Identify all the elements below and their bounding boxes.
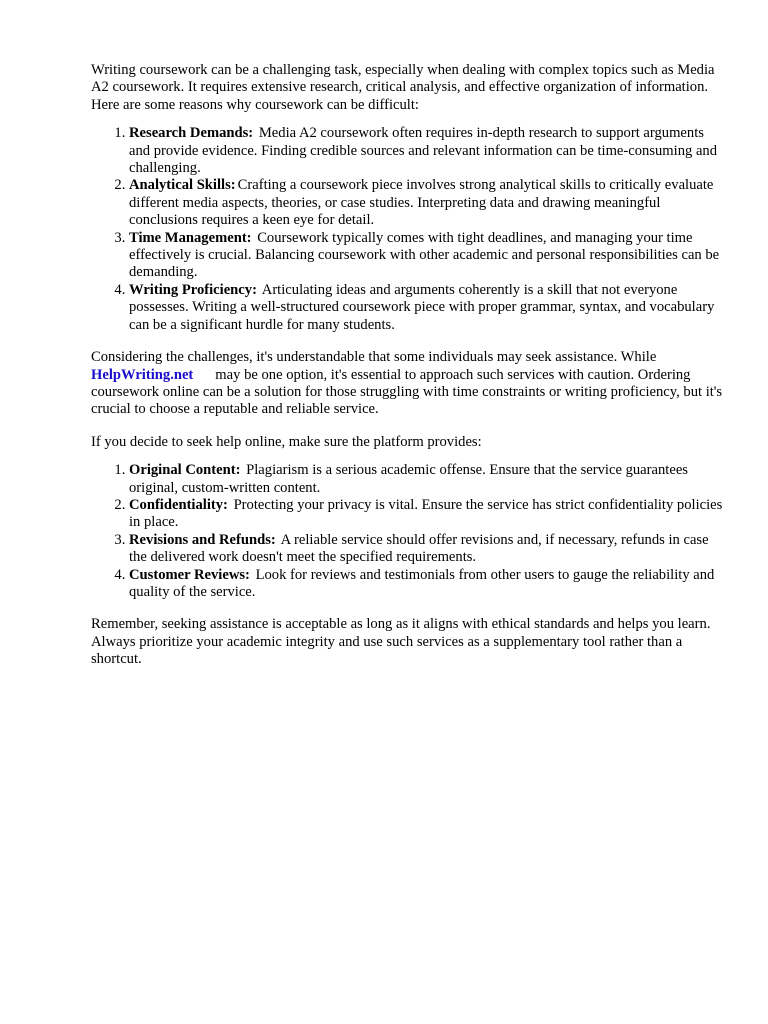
list-item-text: Protecting your privacy is vital. Ensure the service has strict confidentiality policies in place. <box>129 496 723 531</box>
list-item <box>129 532 723 567</box>
considering-text-after: may be one option, it's essential to approach such services with caution. Ordering coursework online can be a solution for those struggling with time constraints or writing proficiency, but it's crucial to choose a reputable and reliable service. <box>91 366 723 418</box>
list-item-text: Plagiarism is a serious academic offense. Ensure that the service guarantees original, custom-written content. <box>129 462 688 496</box>
helpwriting-link[interactable]: HelpWriting.net <box>91 366 194 383</box>
list-item <box>129 282 723 334</box>
list-item-term: Research Demands: <box>129 125 254 142</box>
considering-paragraph <box>91 349 723 419</box>
reasons-list <box>91 125 723 334</box>
list-item <box>129 497 723 532</box>
list-item <box>129 462 723 497</box>
list-item-text: Crafting a coursework piece involves strong analytical skills to critically evaluate different media aspects, theories, or case studies. Interpreting data and drawing meaningful conclusions requires a keen eye for detail. <box>129 177 714 229</box>
list-item-term: Customer Reviews: <box>129 566 250 583</box>
list-item-term: Analytical Skills: <box>129 177 236 194</box>
list-item <box>129 567 723 602</box>
list-item-term: Writing Proficiency: <box>129 281 257 298</box>
provides-list <box>91 462 723 601</box>
list-item-term: Revisions and Refunds: <box>129 531 276 548</box>
decide-paragraph: If you decide to seek help online, make sure the platform provides: <box>91 433 482 450</box>
list-item <box>129 230 723 282</box>
list-item <box>129 177 723 229</box>
list-item-text: Look for reviews and testimonials from other users to gauge the reliability and quality of the service. <box>129 566 715 600</box>
list-item-text: Coursework typically comes with tight deadlines, and managing your time effectively is crucial. Balancing coursework with other academic and personal responsibilities can be demanding. <box>129 229 720 281</box>
list-item-text: A reliable service should offer revisions and, if necessary, refunds in case the delivered work doesn't meet the specified requirements. <box>129 531 709 566</box>
closing-paragraph: Remember, seeking assistance is acceptable as long as it aligns with ethical standards and helps you learn. Always prioritize your academic integrity and use such services as a supplementary tool rather than a shortcut. <box>91 616 711 668</box>
list-item-term: Confidentiality: <box>129 496 228 513</box>
document-body <box>91 62 723 669</box>
list-item-text: Media A2 coursework often requires in-depth research to support arguments and provide evidence. Finding credible sources and relevant information can be time-consuming and challenging. <box>129 125 718 177</box>
considering-text-before: Considering the challenges, it's understandable that some individuals may seek assistance. While <box>91 349 657 366</box>
list-item <box>129 125 723 177</box>
list-item-term: Time Management: <box>129 229 252 246</box>
intro-paragraph: Writing coursework can be a challenging task, especially when dealing with complex topics such as Media A2 coursework. It requires extensive research, critical analysis, and effective organization of information. Here are some reasons why coursework can be difficult: <box>91 62 715 113</box>
list-item-term: Original Content: <box>129 462 241 479</box>
list-item-text: Articulating ideas and arguments coherently is a skill that not everyone possesses. Writing a well-structured coursework piece with proper grammar, syntax, and vocabulary can be a significant hurdle for many students. <box>129 281 715 333</box>
